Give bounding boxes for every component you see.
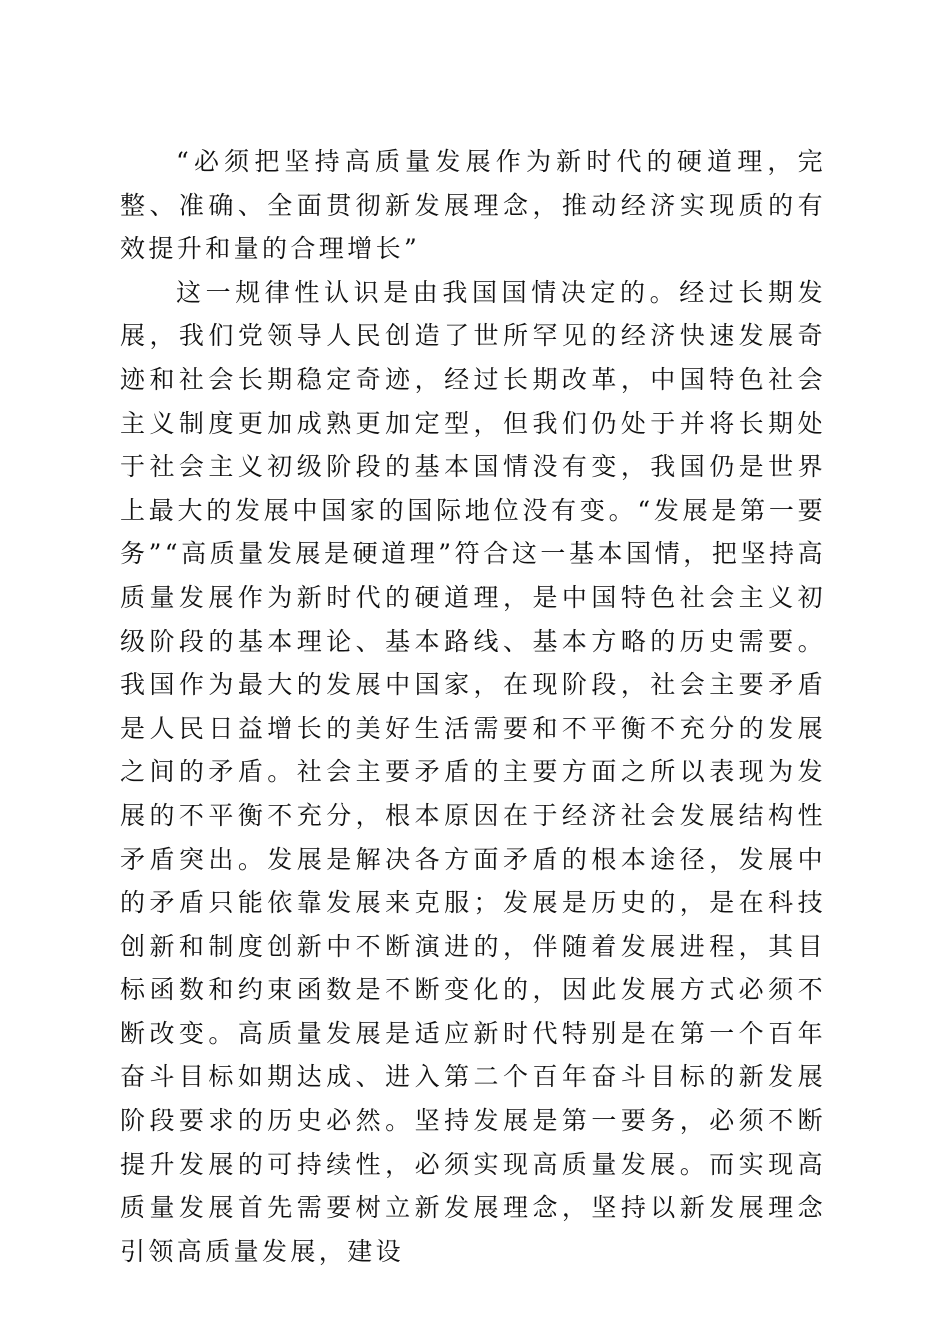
body-text (120, 140, 826, 1273)
paragraph-body: 这一规律性认识是由我国国情决定的。经过长期发展，我们党领导人民创造了世所罕见的经济快速发展奇迹和社会长期稳定奇迹，经过长期改革，中国特色社会主义制度更加成熟更加定型，但我们仍处于并将长期处于社会主义初级阶段的基本国情没有变，我国仍是世界上最大的发展中国家的国际地位没有变。“发展是第一要务”“高质量发展是硬道理”符合这一基本国情，把坚持高质量发展作为新时代的硬道理，是中国特色社会主义初级阶段的基本理论、基本路线、基本方略的历史需要。我国作为最大的发展中国家，在现阶段，社会主要矛盾是人民日益增长的美好生活需要和不平衡不充分的发展之间的矛盾。社会主要矛盾的主要方面之所以表现为发展的不平衡不充分，根本原因在于经济社会发展结构性矛盾突出。发展是解决各方面矛盾的根本途径，发展中的矛盾只能依靠发展来克服；发展是历史的，是在科技创新和制度创新中不断演进的，伴随着发展进程，其目标函数和约束函数是不断变化的，因此发展方式必须不断改变。高质量发展是适应新时代特别是在第一个百年奋斗目标如期达成、进入第二个百年奋斗目标的新发展阶段要求的历史必然。坚持发展是第一要务，必须不断提升发展的可持续性，必须实现高质量发展。而实现高质量发展首先需要树立新发展理念，坚持以新发展理念引领高质量发展，建设 (120, 277, 826, 1266)
paragraph-quote: “必须把坚持高质量发展作为新时代的硬道理，完整、准确、全面贯彻新发展理念，推动经济实现质的有效提升和量的合理增长” (120, 147, 826, 264)
